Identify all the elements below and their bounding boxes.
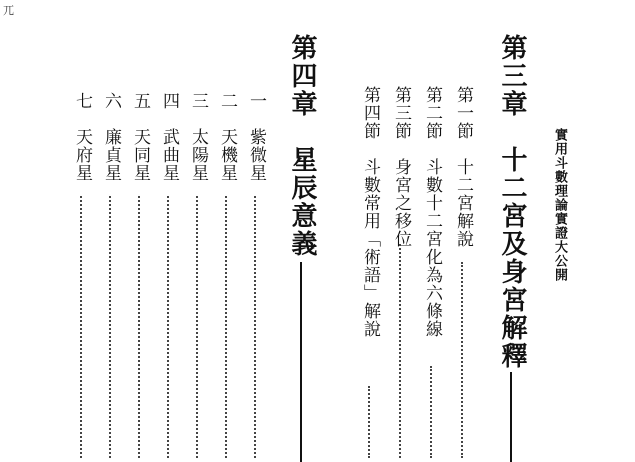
leader-dots <box>138 196 140 458</box>
leader-dots <box>368 386 370 458</box>
item-title: 紫微星 <box>246 128 266 182</box>
section-label: 第二節 <box>422 86 442 140</box>
item-number: 一 <box>246 92 266 110</box>
leader-dots <box>80 196 82 458</box>
item-title: 天機星 <box>217 128 237 182</box>
leader-dots <box>225 196 227 458</box>
book-title: 實用斗數理論實證大公開 <box>552 128 567 282</box>
item-title: 太陽星 <box>188 128 208 182</box>
ch4-item-3[interactable] <box>186 92 211 182</box>
ch4-item-4[interactable] <box>157 92 182 182</box>
leader-dots <box>461 262 463 458</box>
ch4-item-1[interactable] <box>244 92 269 182</box>
item-number: 三 <box>188 92 208 110</box>
ch3-section-2[interactable] <box>420 86 445 338</box>
ch3-section-1[interactable] <box>451 86 476 248</box>
leader-dots <box>167 196 169 458</box>
ch3-section-4[interactable] <box>358 86 383 338</box>
section-label: 第三節 <box>391 86 411 140</box>
leader-dots <box>196 196 198 458</box>
section-label: 第四節 <box>360 86 380 140</box>
ch3-section-3[interactable] <box>389 86 414 248</box>
item-number: 七 <box>72 92 92 110</box>
item-number: 六 <box>101 92 121 110</box>
leader-dots <box>254 196 256 458</box>
item-number: 五 <box>130 92 150 110</box>
ch4-item-5[interactable] <box>128 92 153 182</box>
item-number: 二 <box>217 92 237 110</box>
section-title: 斗數十二宮化為六條線 <box>422 158 442 338</box>
ch4-item-6[interactable] <box>99 92 124 182</box>
section-title: 十二宮解說 <box>453 158 473 248</box>
leader-dots <box>109 196 111 458</box>
section-title: 斗數常用「術語」解說 <box>360 158 380 338</box>
item-number: 四 <box>159 92 179 110</box>
chapter3-heading: 第三章 十二宮及身宮解釋 <box>497 34 527 370</box>
item-title: 武曲星 <box>159 128 179 182</box>
chapter4-heading: 第四章 星辰意義 <box>287 34 317 258</box>
item-title: 天同星 <box>130 128 150 182</box>
item-title: 天府星 <box>72 128 92 182</box>
chapter4-rule <box>300 262 302 462</box>
chapter3-rule <box>510 372 512 462</box>
leader-dots <box>399 244 401 458</box>
item-title: 廉貞星 <box>101 128 121 182</box>
ch4-item-7[interactable] <box>70 92 95 182</box>
section-title: 身宮之移位 <box>391 158 411 248</box>
section-label: 第一節 <box>453 86 473 140</box>
leader-dots <box>430 366 432 458</box>
corner-mark: 兀 <box>3 4 14 17</box>
ch4-item-2[interactable] <box>215 92 240 182</box>
